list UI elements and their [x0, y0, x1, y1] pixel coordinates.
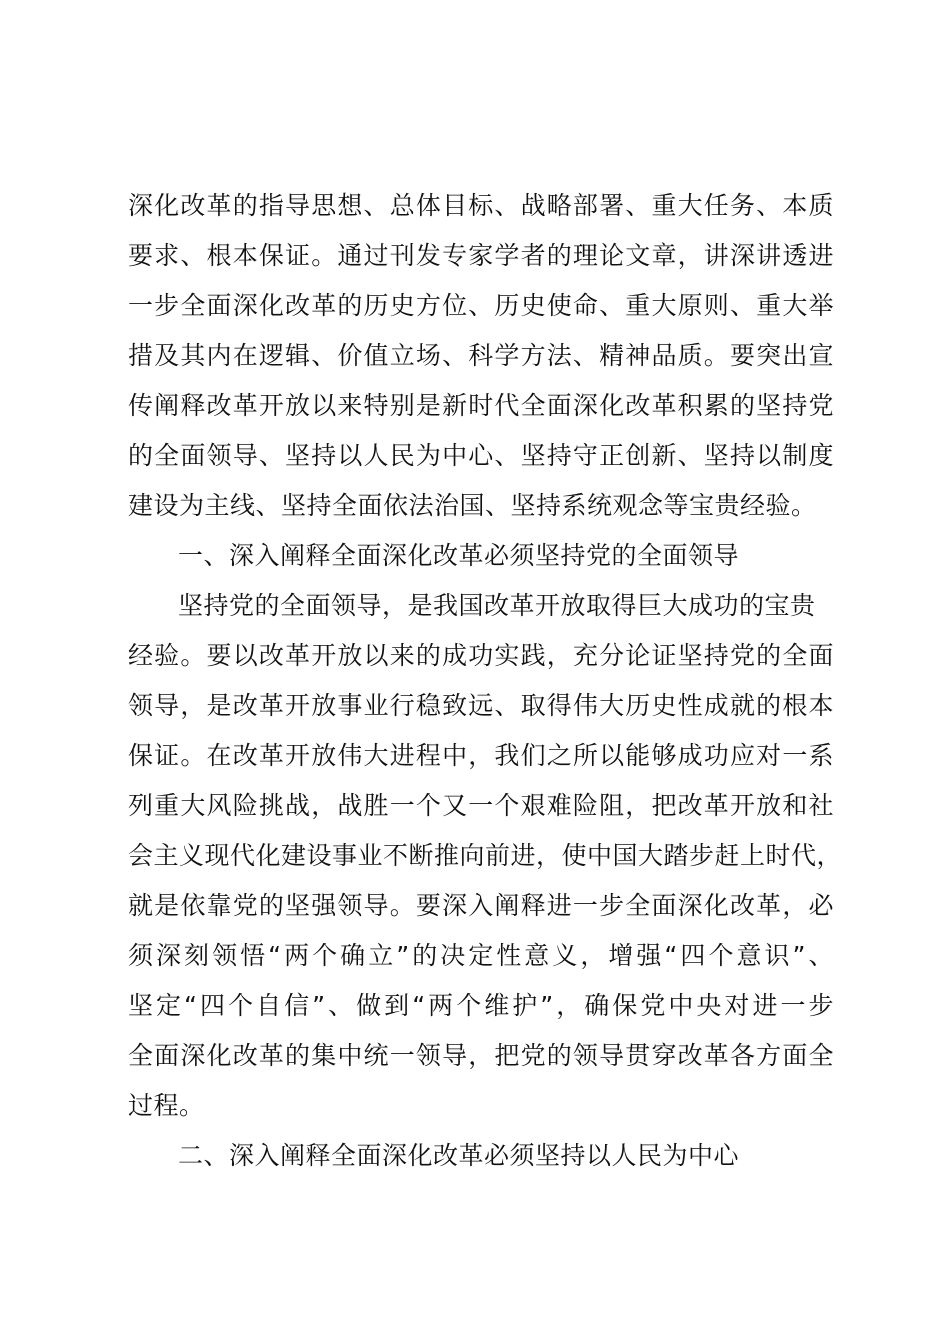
section-heading-1: 一、深入阐释全面深化改革必须坚持党的全面领导	[178, 541, 740, 570]
paragraph-line: 的全面领导、坚持以人民为中心、坚持守正创新、坚持以制度	[128, 441, 834, 470]
paragraph-line: 坚定“四个自信”、做到“两个维护”，确保党中央对进一步	[128, 991, 834, 1020]
paragraph-line: 坚持党的全面领导，是我国改革开放取得巨大成功的宝贵	[178, 591, 816, 620]
document-body	[128, 181, 843, 1181]
paragraph-line: 传阐释改革开放以来特别是新时代全面深化改革积累的坚持党	[128, 391, 834, 420]
paragraph-line: 建设为主线、坚持全面依法治国、坚持系统观念等宝贵经验。	[128, 491, 817, 520]
paragraph-line: 要求、根本保证。通过刊发专家学者的理论文章，讲深讲透进	[128, 241, 834, 270]
paragraph-line: 一步全面深化改革的历史方位、历史使命、重大原则、重大举	[128, 291, 834, 320]
paragraph-line: 列重大风险挑战，战胜一个又一个艰难险阻，把改革开放和社	[128, 791, 834, 820]
paragraph-line: 过程。	[128, 1091, 205, 1120]
paragraph-line: 会主义现代化建设事业不断推向前进，使中国大踏步赶上时代，	[128, 841, 843, 870]
paragraph-line: 全面深化改革的集中统一领导，把党的领导贯穿改革各方面全	[128, 1041, 834, 1070]
paragraph-line: 须深刻领悟“两个确立”的决定性意义，增强“四个意识”、	[128, 941, 834, 970]
paragraph-line: 就是依靠党的坚强领导。要深入阐释进一步全面深化改革，必	[128, 891, 834, 920]
paragraph-line: 保证。在改革开放伟大进程中，我们之所以能够成功应对一系	[128, 741, 834, 770]
paragraph-line: 经验。要以改革开放以来的成功实践，充分论证坚持党的全面	[128, 641, 834, 670]
section-heading-2: 二、深入阐释全面深化改革必须坚持以人民为中心	[178, 1141, 740, 1170]
paragraph-line: 深化改革的指导思想、总体目标、战略部署、重大任务、本质	[128, 191, 834, 220]
paragraph-line: 领导，是改革开放事业行稳致远、取得伟大历史性成就的根本	[128, 691, 834, 720]
paragraph-line: 措及其内在逻辑、价值立场、科学方法、精神品质。要突出宣	[128, 341, 834, 370]
